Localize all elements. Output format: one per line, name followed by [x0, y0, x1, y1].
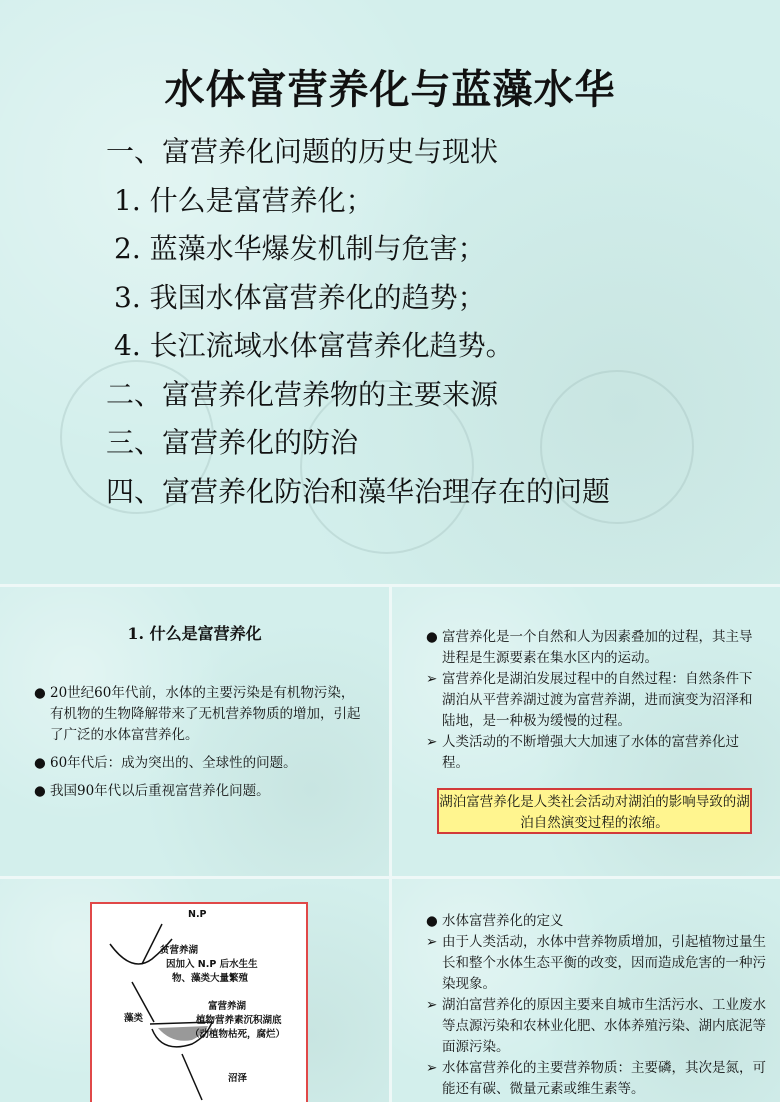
list-item-text: 水体富营养化的定义	[442, 913, 564, 929]
slide-natural-process	[392, 587, 780, 876]
list-item	[426, 932, 766, 995]
arrow-bullet-icon: ➢	[426, 1060, 438, 1076]
slide-title: 水体富营养化与蓝藻水华	[164, 67, 616, 113]
list-item-text: 湖泊富营养化的原因主要来自城市生活污水、工业废水等点源污染和农林业化肥、水体养殖污染、湖内底泥等面源污染。	[442, 997, 766, 1055]
slide-lake-evolution-figure	[0, 879, 389, 1102]
bullet-list	[34, 683, 364, 809]
toc-item: 三、富营养化的防治	[106, 426, 359, 459]
toc-item: 一、富营养化问题的历史与现状	[106, 135, 499, 168]
list-item-text: 水体富营养化的主要营养物质：主要磷，其次是氮，可能还有碳、微量元素或维生素等。	[442, 1060, 766, 1097]
list-item-text: 由于人类活动，水体中营养物质增加，引起植物过量生长和整个水体生态平衡的改变，因而造成危害的一种污染现象。	[442, 934, 766, 992]
figure-label: 藻类	[124, 1013, 144, 1024]
toc-item: 2. 蓝藻水华爆发机制与危害；	[114, 232, 486, 265]
list-item-text: 富营养化是湖泊发展过程中的自然过程：自然条件下湖泊从平营养湖过渡为富营养湖，进而演变为沼泽和陆地，是一种极为缓慢的过程。	[442, 671, 753, 729]
list-item-text: 我国90年代以后重视富营养化问题。	[50, 783, 270, 799]
toc-item: 1. 什么是富营养化；	[114, 183, 374, 217]
slide-definition	[392, 879, 780, 1102]
list-item-text: 人类活动的不断增强大大加速了水体的富营养化过程。	[442, 734, 739, 771]
toc-item: 二、富营养化营养物的主要来源	[106, 377, 499, 411]
highlight-note-box: 湖泊富营养化是人类社会活动对湖泊的影响导致的湖泊自然演变过程的浓缩。	[437, 788, 752, 834]
toc-item: 四、富营养化防治和藻华治理存在的问题	[106, 474, 611, 508]
list-item	[34, 683, 364, 746]
figure-label: 贫营养湖	[160, 945, 199, 956]
toc-item: 3. 我国水体富营养化的趋势；	[114, 280, 486, 314]
lake-evolution-diagram	[90, 902, 308, 1102]
toc-item: 4. 长江流域水体富营养化趋势。	[114, 329, 514, 362]
arrow-bullet-icon: ➢	[426, 934, 438, 950]
list-item	[426, 669, 761, 732]
figure-label: N.P	[188, 909, 207, 920]
list-item	[426, 732, 761, 774]
list-item	[34, 781, 364, 802]
list-item	[426, 1058, 766, 1100]
arrow-bullet-icon: ➢	[426, 671, 438, 687]
arrow-bullet-icon: ➢	[426, 997, 438, 1013]
bullet-list	[426, 627, 761, 774]
figure-label: 因加入 N.P 后水生生	[166, 959, 258, 970]
lake-sketch-icon	[92, 904, 306, 1102]
slide-heading: 1. 什么是富营养化	[127, 624, 262, 643]
list-item	[426, 627, 761, 669]
bullet-list	[426, 911, 766, 1100]
bullet-icon: ●	[426, 913, 438, 929]
figure-label: 富营养湖	[208, 1001, 247, 1012]
bullet-icon: ●	[34, 755, 46, 771]
bullet-icon: ●	[426, 629, 438, 645]
figure-label: 沼泽	[228, 1073, 248, 1084]
list-item	[426, 911, 766, 932]
list-item	[426, 995, 766, 1058]
arrow-bullet-icon: ➢	[426, 734, 438, 750]
figure-label: 物、藻类大量繁殖	[172, 973, 249, 984]
table-of-contents	[106, 128, 610, 516]
bullet-icon: ●	[34, 685, 46, 701]
slide-what-is-eutrophication	[0, 587, 389, 876]
list-item-text: 富营养化是一个自然和人为因素叠加的过程，其主导进程是生源要素在集水区内的运动。	[442, 629, 753, 666]
list-item-text: 60年代后：成为突出的、全球性的问题。	[50, 755, 297, 771]
list-item-text: 20世纪60年代前，水体的主要污染是有机物污染，有机物的生物降解带来了无机营养物质的增加，引起了广泛的水体富营养化。	[50, 685, 361, 743]
bullet-icon: ●	[34, 783, 46, 799]
figure-label: 植物营养素沉积湖底	[196, 1015, 282, 1026]
figure-label: （动植物枯死，腐烂）	[190, 1029, 286, 1040]
list-item	[34, 753, 364, 774]
